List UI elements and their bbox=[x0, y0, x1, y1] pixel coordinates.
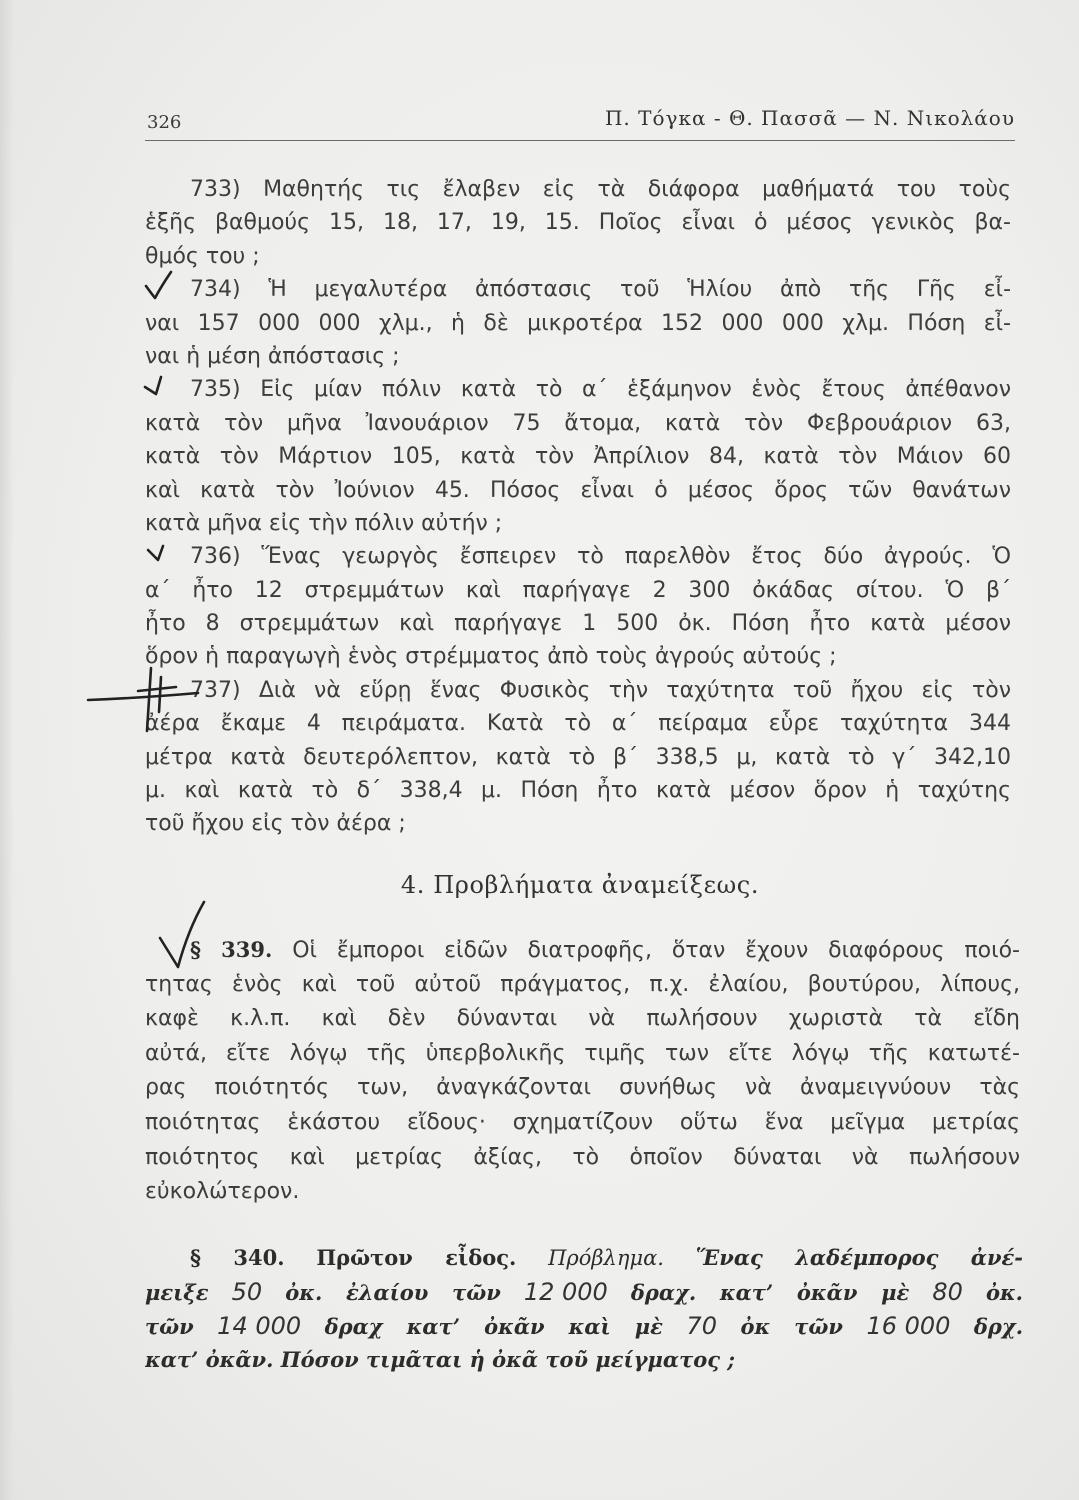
exercise-737 bbox=[145, 674, 1011, 841]
line-text: κατ’ ὀκᾶν. Πόσον τιμᾶται ἡ ὀκᾶ τοῦ μείγματος ; bbox=[145, 1347, 736, 1372]
section-340 bbox=[145, 1241, 1023, 1377]
quantity-number: 70 bbox=[686, 1312, 717, 1340]
text-line bbox=[145, 1275, 1023, 1309]
line-text: δραχ κατ’ ὀκᾶν καὶ μὲ bbox=[324, 1314, 663, 1339]
text-line: ρας ποιότητός των, ἀναγκάζονται συνήθως νὰ ἀναμειγνύουν τὰς bbox=[145, 1075, 1020, 1101]
line-text: μειξε bbox=[145, 1280, 209, 1305]
page-edge-shadow bbox=[0, 0, 14, 1500]
running-head-authors: Π. Τόγκα - Θ. Πασσᾶ — Ν. Νικολάου bbox=[604, 106, 1015, 130]
text-line bbox=[145, 373, 1011, 406]
text-line: ἦτο 8 στρεμμάτων καὶ παρήγαγε 1 500 ὀκ. Πόση ἦτο κατὰ μέσον bbox=[145, 611, 1011, 637]
section-title: Πρῶτον εἶδος. bbox=[316, 1245, 517, 1270]
text-line: κατὰ τὸν Μάρτιον 105, κατὰ τὸν Ἀπρίλιον 84, κατὰ τὸν Μάιον 60 bbox=[145, 444, 1011, 470]
text-line bbox=[145, 933, 1020, 968]
line-text: ὀκ. bbox=[985, 1280, 1023, 1305]
text-line bbox=[145, 1241, 1023, 1275]
text-line: καφὲ κ.λ.π. καὶ δὲν δύνανται νὰ πωλήσουν χωριστὰ τὰ εἴδη bbox=[145, 1006, 1020, 1032]
text-line: αὐτά, εἴτε λόγῳ τῆς ὑπερβολικῆς τιμῆς των εἴτε λόγῳ τῆς κατωτέ- bbox=[145, 1040, 1020, 1066]
price-number: 16 000 bbox=[866, 1312, 951, 1340]
text-line: τοῦ ἤχου εἰς τὸν ἀέρα ; bbox=[145, 811, 406, 837]
text-line: ναι ἡ μέση ἀπόστασις ; bbox=[145, 343, 400, 369]
text-line bbox=[145, 540, 1011, 573]
text-line bbox=[145, 1343, 1023, 1377]
exercise-number: 737) bbox=[190, 677, 241, 703]
text-line: ποιότητας ἑκάστου εἴδους· σχηματίζουν οὕτω ἕνα μεῖγμα μετρίας bbox=[145, 1109, 1020, 1135]
text-line: ναι 157 000 000 χλμ., ἡ δὲ μικροτέρα 152 000 000 χλμ. Πόση εἶ- bbox=[145, 310, 1011, 336]
line-text: ὀκ. ἐλαίου τῶν bbox=[285, 1280, 501, 1305]
line-text: Μαθητής τις ἔλαβεν εἰς τὰ διάφορα μαθήματά του τοὺς bbox=[263, 177, 1011, 202]
text-line: θμός του ; bbox=[145, 243, 260, 269]
exercise-number: 733) bbox=[190, 177, 241, 202]
problem-label: Πρόβλημα. bbox=[548, 1246, 664, 1270]
line-text: Ἕνας γεωργὸς ἔσπειρεν τὸ παρελθὸν ἔτος δύο ἀγρούς. Ὁ bbox=[261, 544, 1011, 570]
text-line bbox=[145, 1309, 1023, 1343]
line-text: δραχ. κατ’ ὀκᾶν μὲ bbox=[630, 1280, 910, 1305]
exercise-736 bbox=[145, 540, 1011, 674]
line-text: Διὰ νὰ εὕρῃ ἕνας Φυσικὸς τὴν ταχύτητα τοῦ ἤχου εἰς τὸν bbox=[258, 677, 1011, 703]
line-text: Οἱ ἔμποροι εἰδῶν διατροφῆς, ὅταν ἔχουν διαφόρους ποιό- bbox=[292, 938, 1020, 963]
section-340-problem bbox=[145, 1241, 1023, 1377]
text-line: κατὰ μῆνα εἰς τὴν πόλιν αὐτήν ; bbox=[145, 510, 503, 536]
price-number: 14 000 bbox=[217, 1312, 302, 1340]
text-line: ὅρον ἡ παραγωγὴ ἑνὸς στρέμματος ἀπὸ τοὺς ἀγρούς αὐτούς ; bbox=[145, 644, 837, 670]
line-text: δρχ. bbox=[973, 1314, 1023, 1339]
exercise-number: 735) bbox=[190, 377, 241, 403]
exercise-list bbox=[145, 173, 1011, 841]
line-text: ὀκ τῶν bbox=[740, 1314, 843, 1339]
text-line bbox=[145, 173, 1011, 206]
text-line bbox=[145, 674, 1011, 707]
quantity-number: 50 bbox=[231, 1278, 263, 1306]
text-line: α΄ ἦτο 12 στρεμμάτων καὶ παρήγαγε 2 300 ὀκάδας σίτου. Ὁ β΄ bbox=[145, 577, 1011, 603]
line-text: Ἕνας λαδέμπορος ἀνέ- bbox=[695, 1245, 1023, 1270]
text-line bbox=[145, 273, 1011, 306]
text-line: μ. καὶ κατὰ τὸ δ΄ 338,4 μ. Πόση ἦτο κατὰ μέσον ὅρον ἡ ταχύτης bbox=[145, 778, 1011, 804]
section-heading: 4. Προβλήματα ἀναμείξεως. bbox=[400, 871, 760, 899]
header-rule bbox=[145, 140, 1015, 141]
exercise-734 bbox=[145, 273, 1011, 373]
page-number: 326 bbox=[147, 112, 182, 133]
section-339 bbox=[145, 933, 1020, 1210]
section-label: § 340. bbox=[190, 1245, 285, 1270]
text-line: μέτρα κατὰ δευτερόλεπτον, κατὰ τὸ β΄ 338,5 μ, κατὰ τὸ γ΄ 342,10 bbox=[145, 744, 1011, 770]
quantity-number: 80 bbox=[932, 1278, 963, 1306]
text-line: τητας ἑνὸς καὶ τοῦ αὐτοῦ πράγματος, π.χ. ἐλαίου, βουτύρου, λίπους, bbox=[145, 971, 1020, 997]
line-text: Ἡ μεγαλυτέρα ἀπόστασις τοῦ Ἡλίου ἀπὸ τῆς Γῆς εἶ- bbox=[268, 277, 1011, 303]
price-number: 12 000 bbox=[523, 1278, 608, 1306]
exercise-733 bbox=[145, 173, 1011, 273]
exercise-number: 734) bbox=[190, 277, 241, 303]
text-line: κατὰ τὸν μῆνα Ἰανουάριον 75 ἄτομα, κατὰ τὸν Φεβρουάριον 63, bbox=[145, 410, 1011, 436]
section-339-paragraph bbox=[145, 933, 1020, 1210]
line-text: Εἰς μίαν πόλιν κατὰ τὸ α΄ ἑξάμηνον ἑνὸς ἔτους ἀπέθανον bbox=[260, 377, 1011, 403]
text-line: εὐκολώτερον. bbox=[145, 1179, 300, 1205]
text-line: ποιότητος καὶ μετρίας ἀξίας, τὸ ὁποῖον δύναται νὰ πωλήσουν bbox=[145, 1144, 1020, 1170]
exercise-number: 736) bbox=[190, 544, 241, 570]
running-header bbox=[145, 104, 1015, 134]
section-label: § 339. bbox=[190, 937, 273, 962]
line-text: τῶν bbox=[145, 1314, 194, 1339]
text-line: ἑξῆς βαθμούς 15, 18, 17, 19, 15. Ποῖος εἶναι ὁ μέσος γενικὸς βα- bbox=[145, 210, 1011, 236]
text-line: καὶ κατὰ τὸν Ἰούνιον 45. Πόσος εἶναι ὁ μέσος ὅρος τῶν θανάτων bbox=[145, 477, 1011, 503]
exercise-735 bbox=[145, 373, 1011, 540]
text-line: ἀέρα ἔκαμε 4 πειράματα. Κατὰ τὸ α΄ πείραμα εὗρε ταχύτητα 344 bbox=[145, 711, 1011, 737]
